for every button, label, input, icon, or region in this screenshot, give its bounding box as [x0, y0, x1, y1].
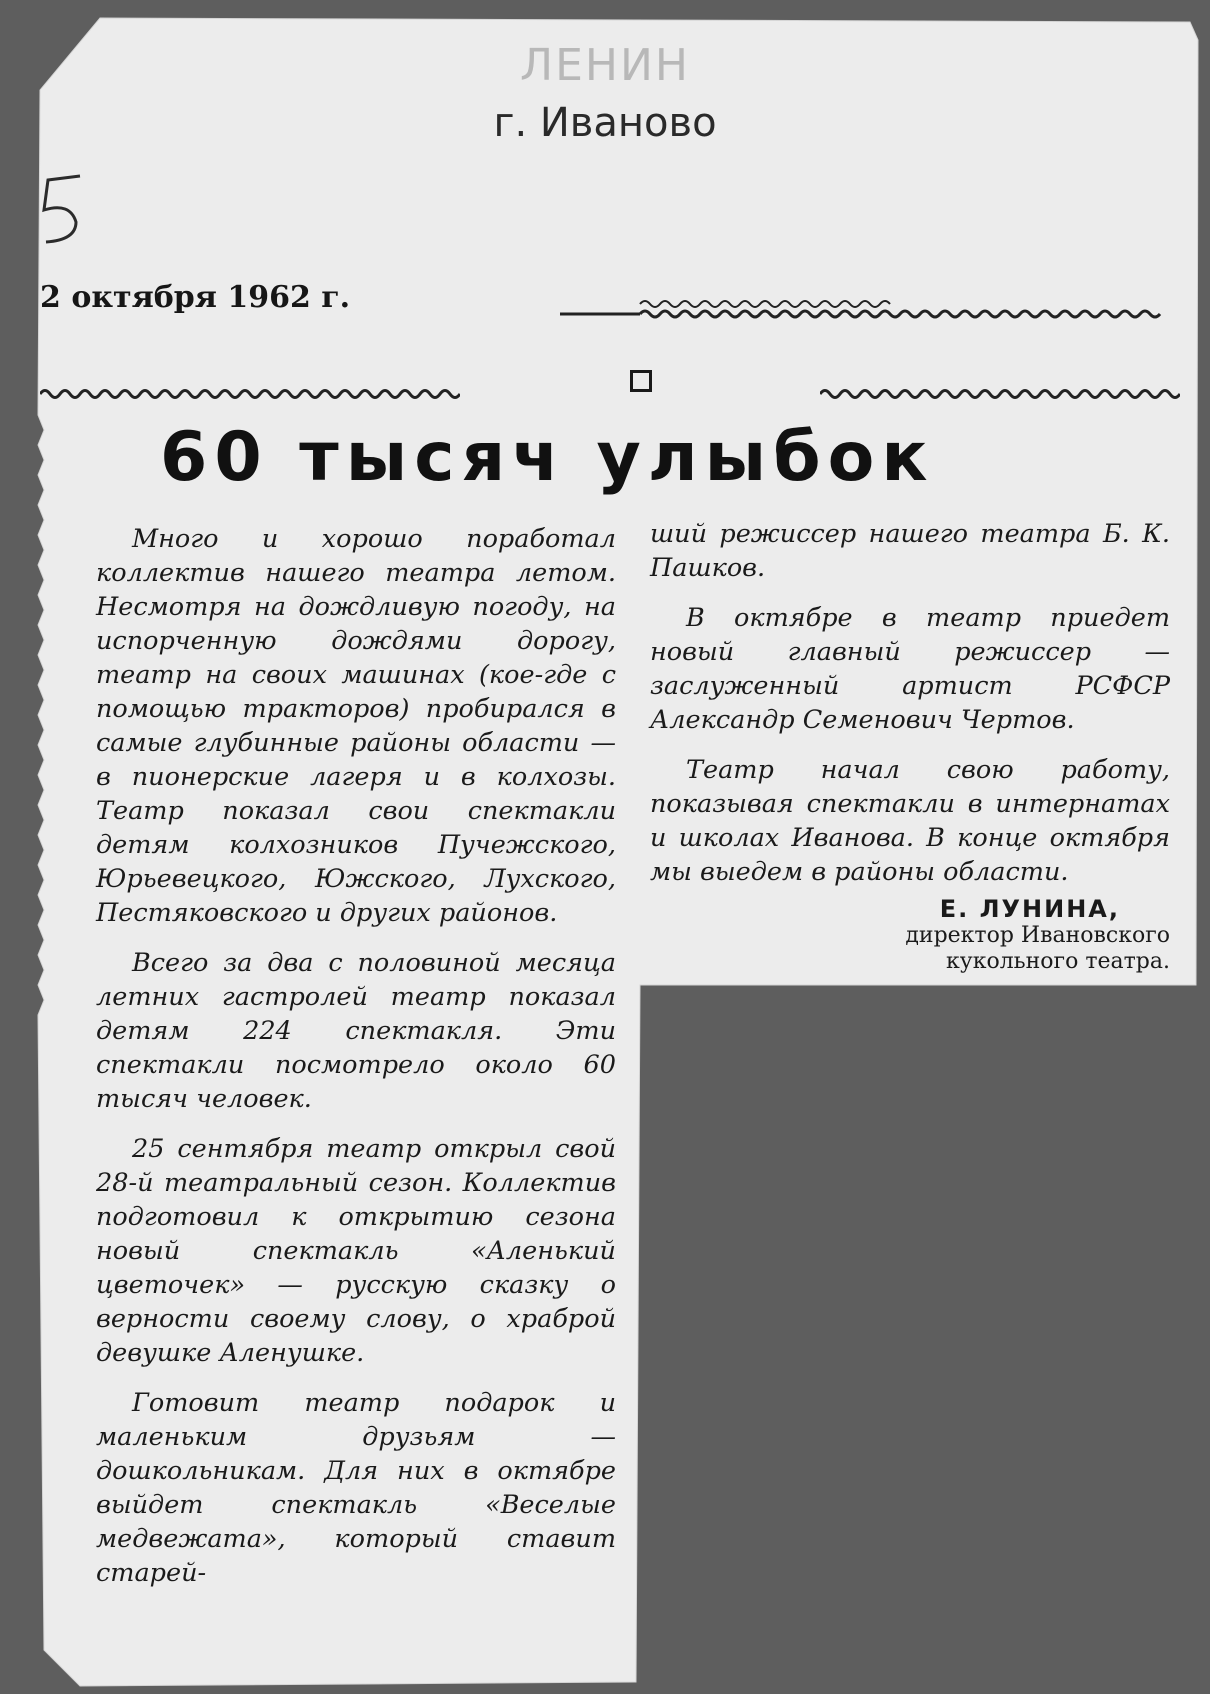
ornament-square	[630, 370, 652, 392]
paragraph: 25 сентября театр открыл свой 28-й театральный сезон. Коллектив подготовил к открытию сезона новый спектакль «Аленький цветочек» — русскую сказку о верности своему слову, о храброй девушке Аленушке.	[96, 1134, 616, 1368]
pen-mark	[40, 170, 100, 250]
paragraph: Всего за два с половиной месяца летних гастролей театр показал детям 224 спектакля. Эти спектакли посмотрело около 60 тысяч человек.	[96, 948, 616, 1114]
paragraph: Театр начал свою работу, показывая спектакли в интернатах и школах Иванова. В конце октября мы выедем в районы области.	[650, 755, 1170, 887]
paragraph: В октябре в театр приедет новый главный режиссер — заслуженный артист РСФСР Александр Семенович Чертов.	[650, 603, 1170, 735]
author-role: кукольного театра.	[946, 949, 1170, 974]
issue-date: 2 октября 1962 г.	[40, 280, 351, 315]
author-name: Е. ЛУНИНА,	[939, 895, 1120, 923]
article-column-1	[96, 522, 616, 1606]
decorative-rule-top	[560, 296, 1180, 326]
newspaper-stamp: ЛЕНИН	[520, 40, 690, 91]
decorative-rule-right	[820, 380, 1180, 404]
paragraph: Готовит театр подарок и маленьким друзьям — дошкольникам. Для них в октябре выйдет спектакль «Веселые медвежата», который ставит старей-	[96, 1388, 616, 1588]
author-signature	[905, 895, 1170, 975]
author-role: директор Ивановского	[905, 923, 1170, 948]
decorative-rule-left	[40, 380, 460, 404]
paragraph: Много и хорошо поработал коллектив нашего театра летом. Несмотря на дождливую погоду, на испорченную дождями дорогу, театр на своих машинах (кое-где с помощью тракторов) пробирался в самые глубинные районы области — в пионерские лагеря и в колхозы. Театр показал свои спектакли детям колхозников Пучежского, Юрьевецкого, Южского, Лухского, Пестяковского и других районов.	[96, 524, 616, 928]
city-label: г. Иваново	[493, 100, 717, 146]
article-column-2	[650, 517, 1170, 905]
paragraph: ший режиссер нашего театра Б. К. Пашков.	[650, 519, 1170, 583]
headline: 60 тысяч улыбок	[160, 418, 935, 497]
